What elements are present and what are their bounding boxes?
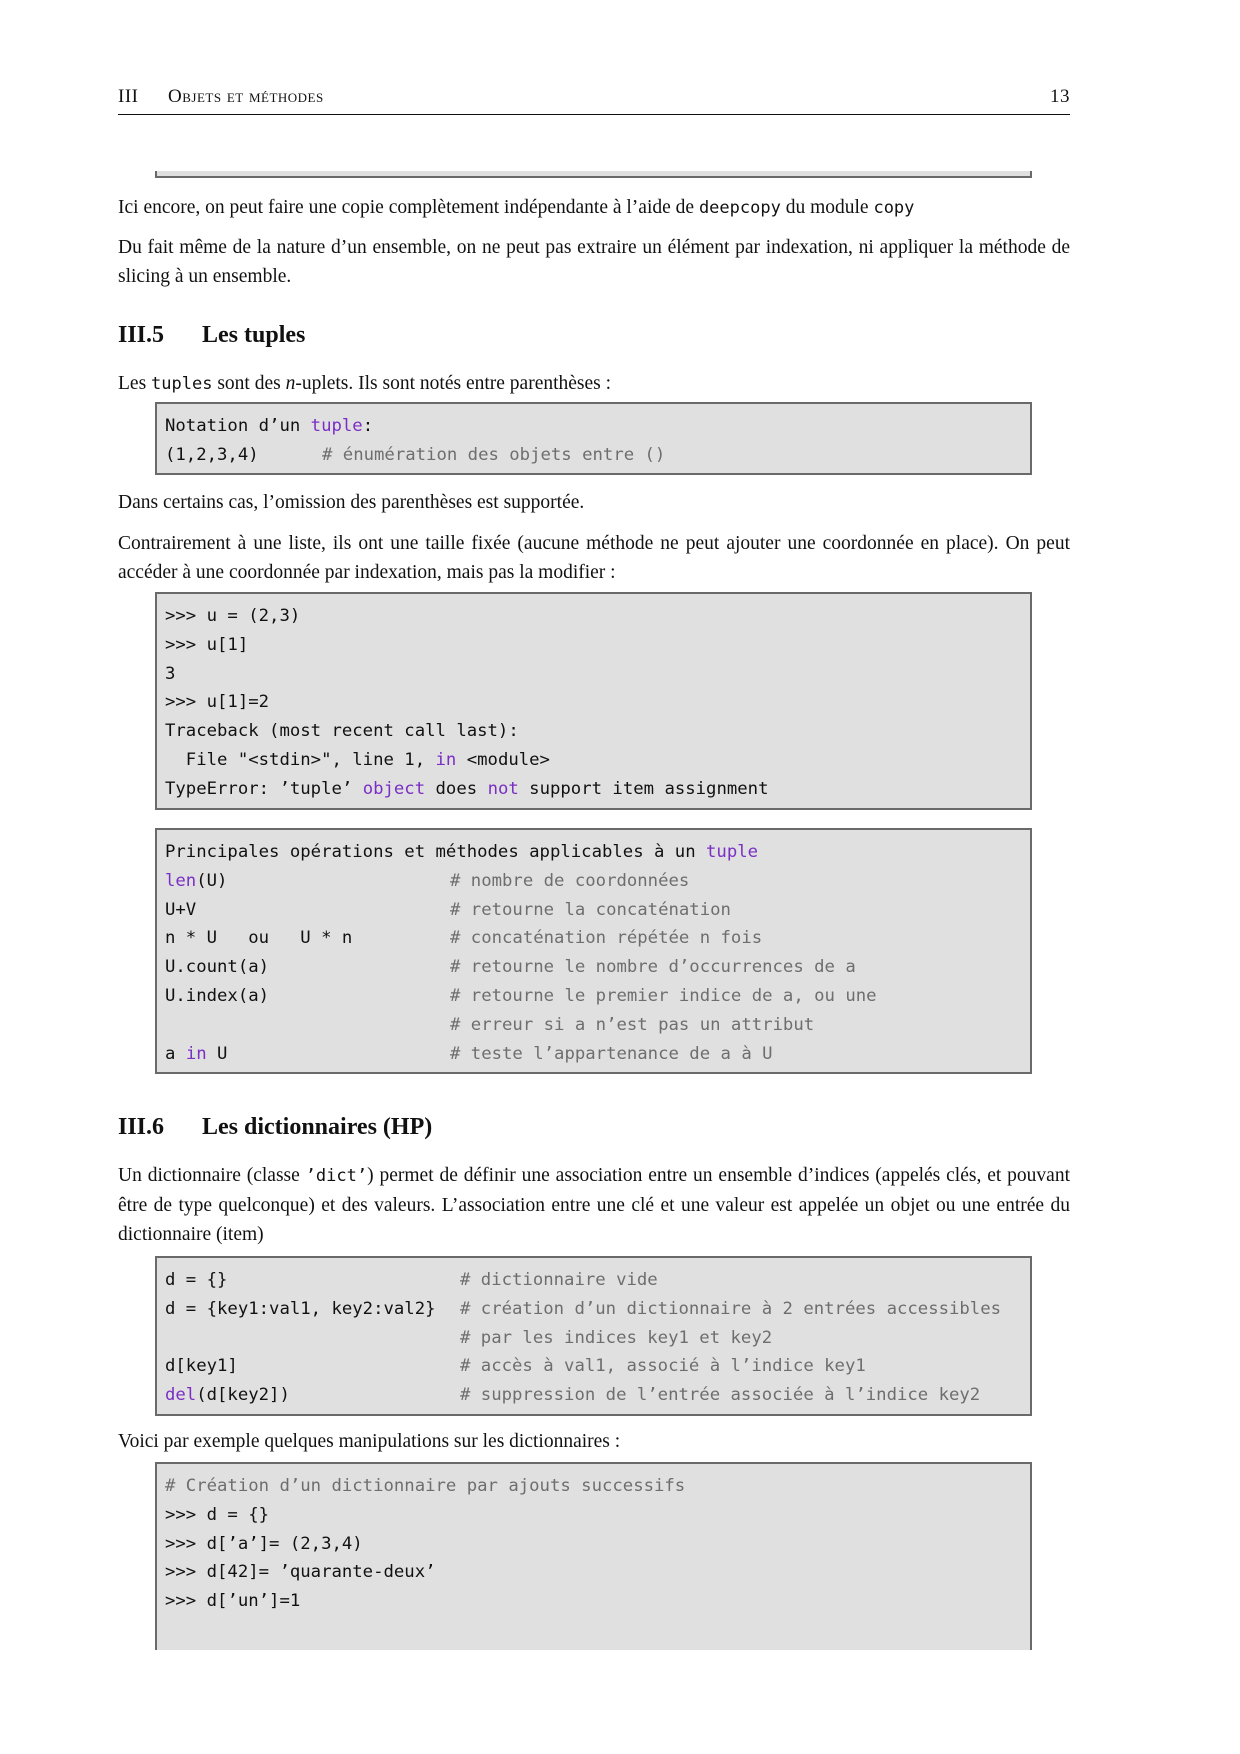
code-line [165, 1324, 1030, 1353]
math-n: n [285, 373, 296, 394]
code-line [165, 838, 1030, 867]
code-line [165, 924, 1030, 953]
code-line: >>> d[’un’]=1 [165, 1591, 301, 1612]
section-title: Les tuples [202, 322, 306, 348]
code-line: >>> d = {} [165, 1504, 270, 1525]
code-comment: # retourne le nombre d’occurrences de a [450, 957, 856, 978]
code-box-tuple-example [155, 592, 1032, 810]
code-text: n * U ou U * n [165, 928, 353, 949]
code-comment: # par les indices key1 et key2 [460, 1327, 773, 1348]
code-line [165, 867, 1030, 896]
paragraph-fixed-size: Contrairement à une liste, ils ont une taille fixée (aucune méthode ne peut ajouter une coordonnée en place). On peut accéder à une coordonnée par indexation, mais pas la modifier : [118, 533, 1070, 583]
code-line: >>> u[1]=2 [165, 692, 270, 713]
section-heading-tuples [118, 322, 305, 349]
code-comment: # retourne le premier indice de a, ou une [450, 985, 877, 1006]
code-line: Traceback (most recent call last): [165, 721, 519, 742]
code-line [165, 412, 1030, 441]
code-comment: # Création d’un dictionnaire par ajouts successifs [165, 1476, 686, 1496]
paragraph-dict-intro [118, 1161, 1070, 1249]
chapter-title: Objets et méthodes [168, 86, 324, 107]
code-text: File "<stdin>", line 1, [165, 749, 436, 770]
code-line [165, 775, 1030, 804]
code-box-tuple-notation [155, 402, 1032, 475]
code-text: (d[key2]) [196, 1385, 290, 1406]
code-text: d = {} [165, 1270, 228, 1290]
code-keyword: tuple [310, 416, 363, 436]
code-keyword: in [435, 749, 457, 770]
code-text: Notation d’un [165, 416, 311, 436]
code-comment: # erreur si a n’est pas un attribut [450, 1014, 815, 1035]
section-heading-dictionaries [118, 1114, 432, 1141]
paragraph-omission: Dans certains cas, l’omission des parenthèses est supportée. [118, 492, 585, 513]
code-comment: # suppression de l’entrée associée à l’indice key2 [460, 1385, 981, 1406]
code-text: does [425, 778, 488, 799]
code-line: 3 [165, 663, 176, 684]
text: ) permet de définir une association entre un ensemble d’indices (appelés clés, et pouvant être de type quelconque) et des valeurs. L’association entre une clé et une valeur est appelée un objet ou une entrée du dictionnaire (item) [118, 1165, 1071, 1245]
code-line [165, 1352, 1030, 1381]
code-comment: # teste l’appartenance de a à U [450, 1043, 773, 1064]
code-line [165, 982, 1030, 1011]
chapter-number: III [118, 86, 139, 107]
code-keyword: tuple [706, 842, 759, 862]
code-comment: # accès à val1, associé à l’indice key1 [460, 1356, 866, 1377]
inline-code: ’dict’ [305, 1166, 368, 1186]
paragraph-deepcopy [118, 193, 1070, 223]
text: Les [118, 373, 152, 394]
code-line [165, 1040, 1030, 1069]
code-line [165, 441, 1030, 470]
code-line: >>> d[42]= ’quarante-deux’ [165, 1562, 436, 1583]
inline-code: deepcopy [698, 198, 781, 218]
code-line [165, 1295, 1030, 1324]
code-text: support item assignment [518, 778, 769, 799]
code-comment: # retourne la concaténation [450, 899, 731, 920]
section-number: III.5 [118, 322, 165, 348]
text: -uplets. Ils sont notés entre parenthèses : [295, 373, 612, 394]
code-text: (1,2,3,4) [165, 444, 259, 465]
code-comment: # dictionnaire vide [460, 1270, 658, 1290]
code-line [165, 1381, 1030, 1410]
text: Ici encore, on peut faire une copie complètement indépendante à l’aide de [118, 197, 699, 218]
previous-code-box-end [155, 171, 1032, 178]
code-text: d[key1] [165, 1356, 238, 1377]
paragraph-set-indexing: Du fait même de la nature d’un ensemble, on ne peut pas extraire un élément par indexation, ni appliquer la méthode de slicing à un ensemble. [118, 237, 1070, 287]
code-text: U [206, 1043, 228, 1064]
code-box-tuple-operations [155, 828, 1032, 1074]
code-line [165, 896, 1030, 925]
code-line: >>> u = (2,3) [165, 606, 301, 626]
code-text: d = {key1:val1, key2:val2} [165, 1298, 436, 1319]
code-box-dict-basics [155, 1256, 1032, 1416]
running-header [118, 86, 1070, 115]
code-keyword: del [165, 1385, 197, 1406]
code-text: : [362, 416, 374, 436]
code-line: >>> d[’a’]= (2,3,4) [165, 1533, 363, 1554]
code-text: a [165, 1043, 186, 1064]
inline-code: copy [873, 198, 915, 218]
code-comment: # énumération des objets entre () [322, 444, 666, 465]
section-number: III.6 [118, 1114, 165, 1140]
code-line: >>> u[1] [165, 634, 249, 655]
code-text: U+V [165, 899, 197, 920]
code-text: (U) [196, 870, 228, 891]
code-text: TypeError: ’tuple’ [165, 778, 363, 799]
code-text: U.count(a) [165, 957, 270, 978]
paragraph-dict-examples: Voici par exemple quelques manipulations sur les dictionnaires : [118, 1431, 621, 1452]
code-text: Principales opérations et méthodes applicables à un [165, 842, 707, 862]
code-comment: # nombre de coordonnées [450, 870, 690, 891]
paragraph-tuples-intro [118, 369, 1070, 399]
code-line [165, 1011, 1030, 1040]
code-keyword: in [185, 1043, 207, 1064]
code-box-dict-example [155, 1462, 1032, 1650]
code-comment: # création d’un dictionnaire à 2 entrées accessibles [460, 1298, 1002, 1319]
code-text: U.index(a) [165, 985, 270, 1006]
text: du module [780, 197, 874, 218]
code-line [165, 746, 1030, 775]
code-comment: # concaténation répétée n fois [450, 928, 763, 949]
code-line [165, 953, 1030, 982]
page-number: 13 [1050, 86, 1070, 107]
code-text: <module> [456, 749, 550, 770]
section-title: Les dictionnaires (HP) [202, 1114, 433, 1140]
code-keyword: object [362, 778, 426, 799]
code-line [165, 1266, 1030, 1295]
code-keyword: not [487, 778, 519, 799]
code-keyword: len [165, 870, 197, 891]
text: Un dictionnaire (classe [118, 1165, 306, 1186]
text: sont des [212, 373, 286, 394]
inline-code: tuples [151, 374, 213, 394]
